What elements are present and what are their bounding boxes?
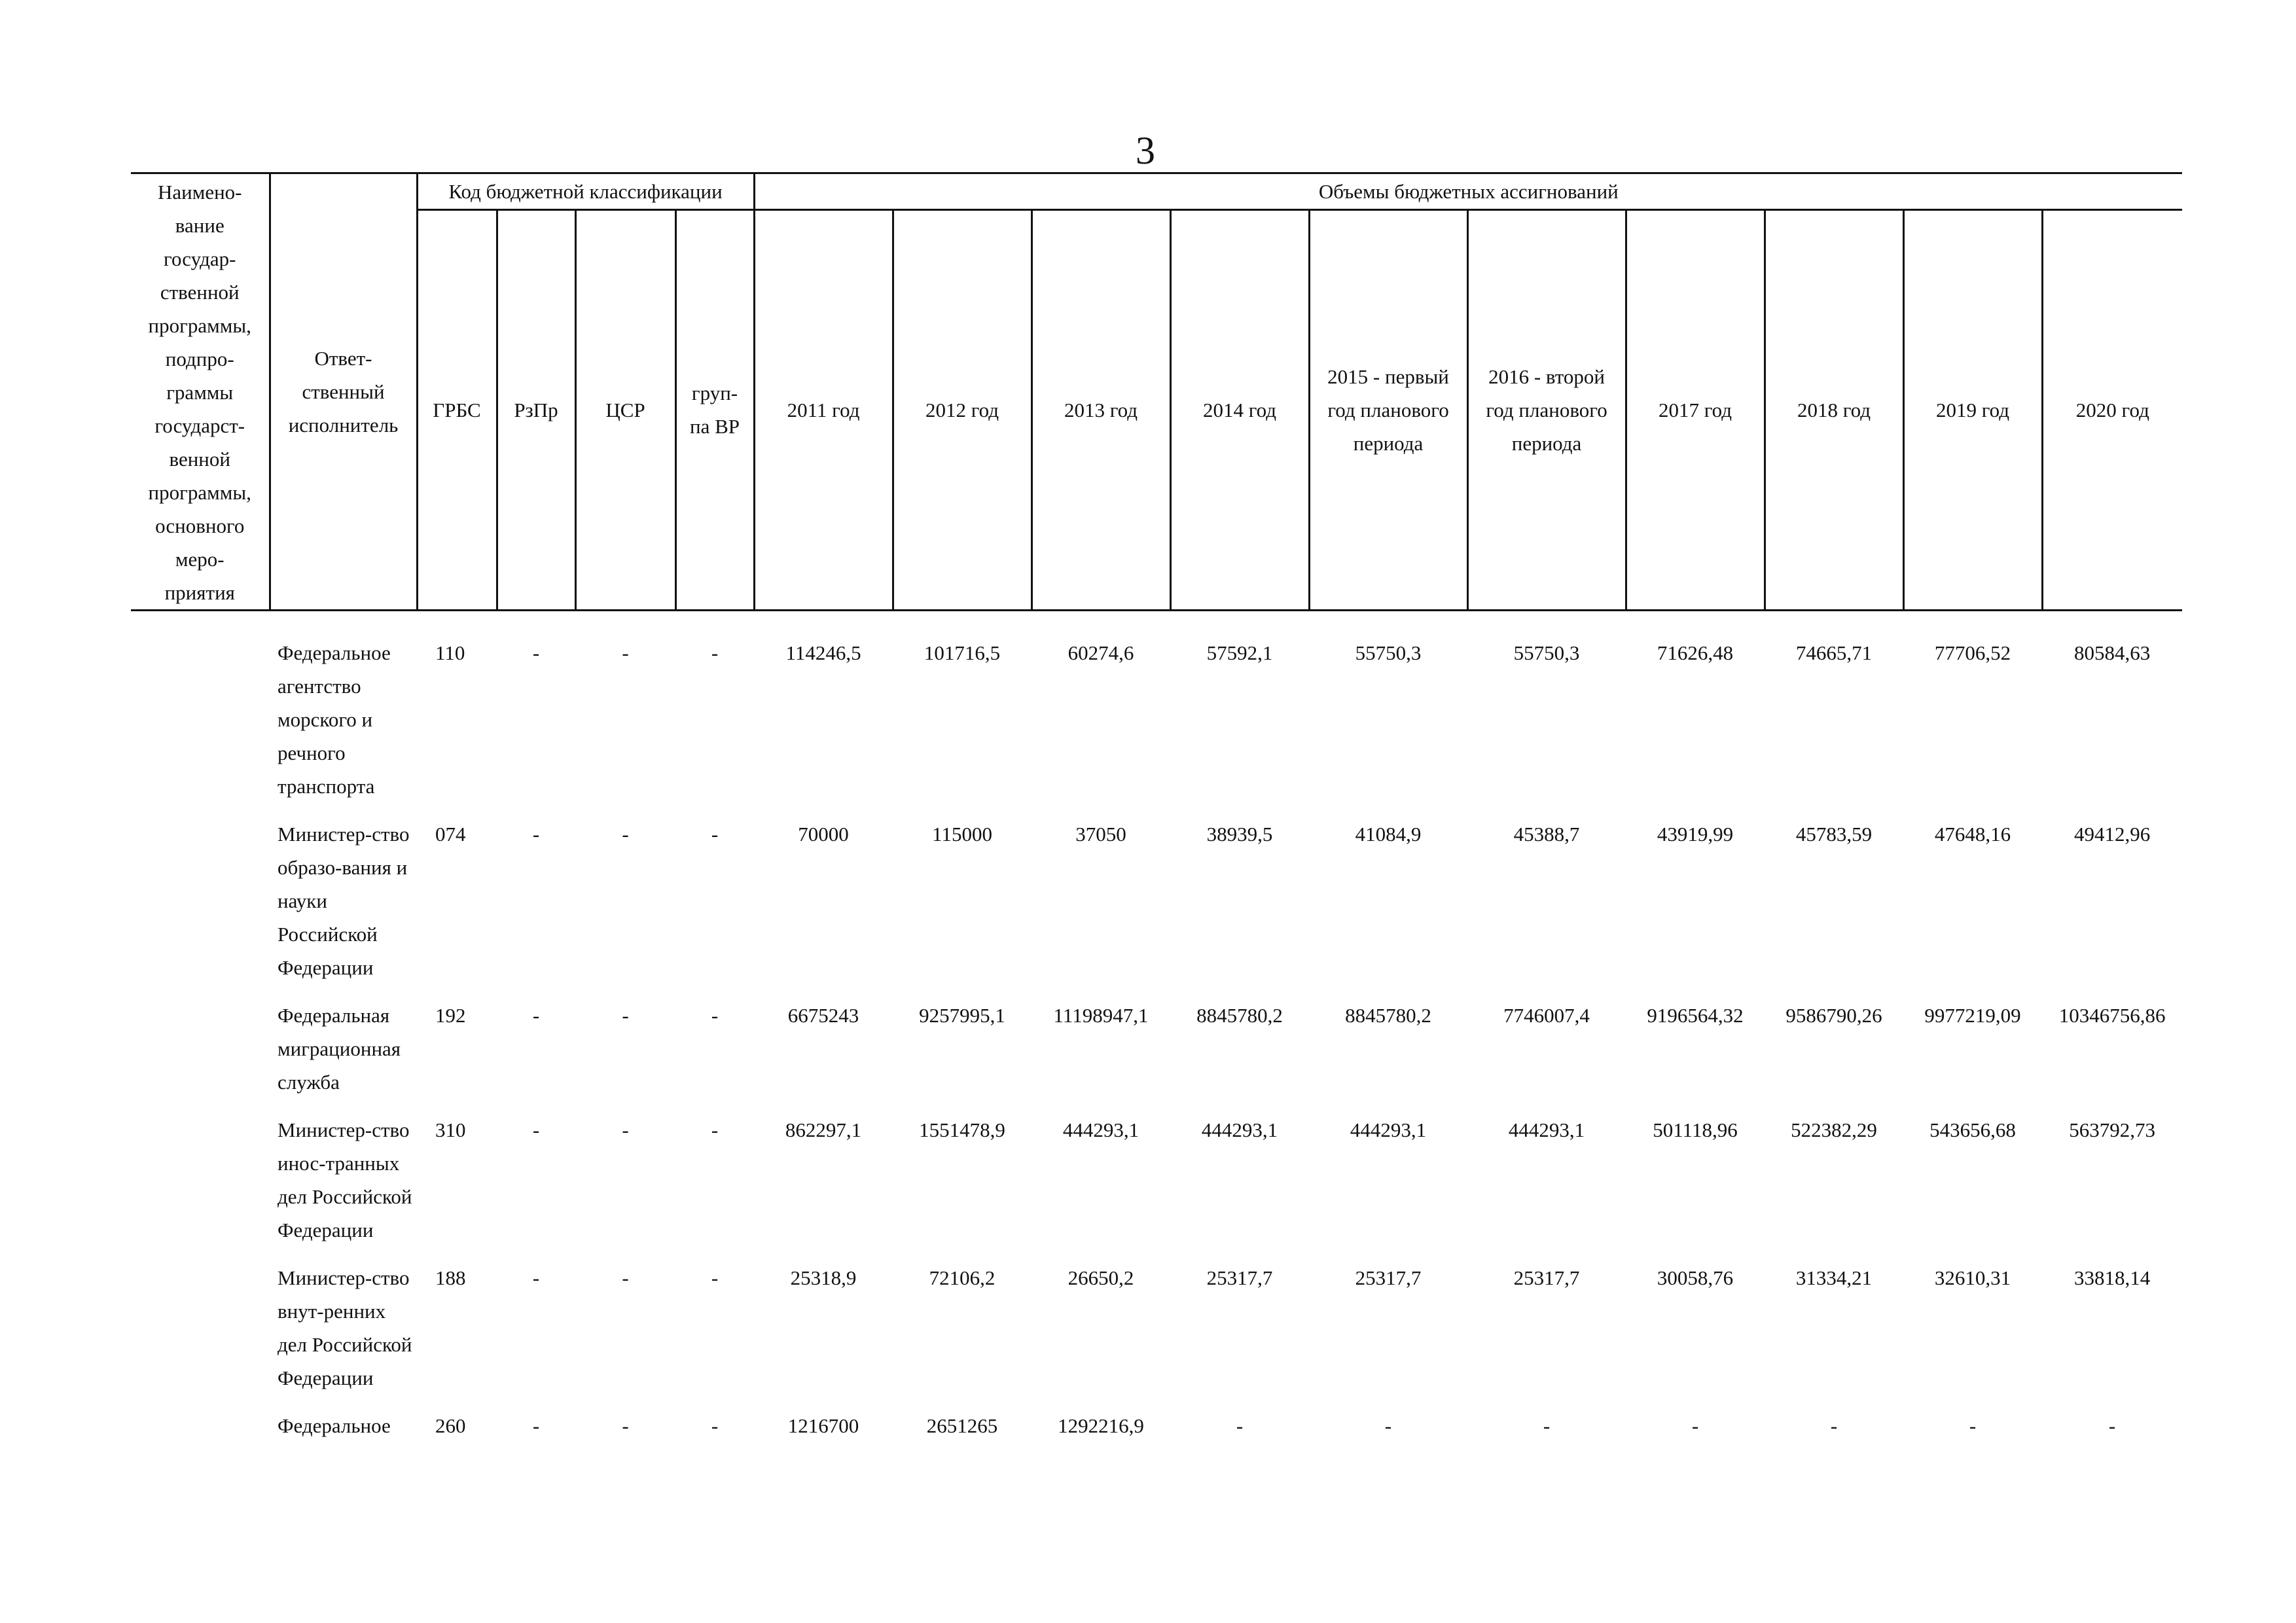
value-cell: 1216700 (787, 1414, 859, 1437)
grbs-cell: 260 (435, 1414, 466, 1437)
value-cell: 7746007,4 (1503, 1004, 1590, 1027)
grbs-cell: 074 (435, 823, 466, 846)
year-header-text: 2016 - второй год планового периода (1486, 365, 1607, 455)
year-header-text: 2012 год (925, 398, 999, 421)
value-cell: 444293,1 (1201, 1118, 1278, 1141)
program-name-cell (131, 1099, 270, 1247)
year-header-text: 2020 год (2075, 398, 2149, 421)
year-header (2042, 209, 2182, 610)
value-cell: - (1543, 1414, 1551, 1437)
value-cell: 501118,96 (1653, 1118, 1738, 1141)
year-header-text: 2013 год (1064, 398, 1138, 421)
value-cell: 11198947,1 (1053, 1004, 1149, 1027)
rzpr-header (497, 209, 575, 610)
year-header (1903, 209, 2042, 610)
vr-group-header-text: груп- па ВР (690, 382, 740, 438)
rzpr-cell: - (532, 1414, 540, 1437)
executor-cell: Министер-ство инос-транных дел Российской Федерации (278, 1118, 412, 1241)
value-cell: 444293,1 (1062, 1118, 1139, 1141)
rzpr-cell: - (532, 1266, 540, 1289)
value-cell: 101716,5 (924, 641, 1001, 664)
value-cell: 8845780,2 (1345, 1004, 1431, 1027)
year-header-text: 2019 год (1935, 398, 2010, 421)
header-row-columns (131, 209, 2182, 610)
year-header (754, 209, 893, 610)
executor-cell: Министер-ство внут-ренних дел Российской Федерации (278, 1266, 412, 1389)
value-cell: 41084,9 (1355, 823, 1422, 846)
csr-cell: - (622, 1118, 629, 1141)
value-cell: 43919,99 (1657, 823, 1734, 846)
table-row (131, 1247, 2182, 1395)
value-cell: - (1236, 1414, 1244, 1437)
year-header-text: 2018 год (1797, 398, 1871, 421)
grbs-cell: 310 (435, 1118, 466, 1141)
grbs-cell: 192 (435, 1004, 466, 1027)
year-header (893, 209, 1031, 610)
value-cell: 9977219,09 (1924, 1004, 2021, 1027)
executor-cell: Министер-ство образо-вания и науки Российской Федерации (278, 823, 410, 979)
value-cell: - (1969, 1414, 1977, 1437)
csr-cell: - (622, 1266, 629, 1289)
value-cell: 74665,71 (1795, 641, 1873, 664)
value-cell: 444293,1 (1350, 1118, 1427, 1141)
value-cell: - (1691, 1414, 1699, 1437)
value-cell: 37050 (1075, 823, 1126, 846)
year-header (1626, 209, 1765, 610)
executor-cell: Федеральная миграционная служба (278, 1004, 401, 1094)
program-name-header-text: Наимено- вание государ- ственной программы, подпро- граммы государст- венной программы, основного меро- приятия (148, 181, 251, 604)
value-cell: 45388,7 (1513, 823, 1580, 846)
header-row-groups (131, 173, 2182, 210)
value-cell: 10346756,86 (2058, 1004, 2166, 1027)
value-cell: 9257995,1 (919, 1004, 1005, 1027)
program-name-cell (131, 1395, 270, 1442)
rzpr-cell: - (532, 641, 540, 664)
year-header-text: 2015 - первый год планового периода (1327, 365, 1449, 455)
value-cell: 6675243 (787, 1004, 859, 1027)
value-cell: 49412,96 (2073, 823, 2151, 846)
table-row (131, 611, 2182, 804)
value-cell: 1551478,9 (919, 1118, 1005, 1141)
value-cell: 25318,9 (790, 1266, 857, 1289)
vr-group-header (675, 209, 754, 610)
csr-cell: - (622, 1004, 629, 1027)
executor-header-text: Ответ- ственный исполнитель (288, 347, 399, 437)
table-body (131, 611, 2182, 1443)
value-cell: 563792,73 (2069, 1118, 2155, 1141)
value-cell: 25317,7 (1355, 1266, 1422, 1289)
value-cell: 72106,2 (929, 1266, 996, 1289)
program-name-header (131, 173, 270, 611)
program-name-cell (131, 611, 270, 804)
value-cell: 114246,5 (785, 641, 861, 664)
value-cell: 543656,68 (1929, 1118, 2016, 1141)
value-cell: 32610,31 (1934, 1266, 2011, 1289)
executor-cell: Федеральное агентство морского и речного транспорта (278, 641, 391, 798)
vr-cell: - (711, 1004, 719, 1027)
program-name-cell (131, 1247, 270, 1395)
value-cell: 862297,1 (785, 1118, 862, 1141)
grbs-cell: 188 (435, 1266, 466, 1289)
value-cell: 55750,3 (1355, 641, 1422, 664)
value-cell: 30058,76 (1657, 1266, 1734, 1289)
executor-header (270, 173, 417, 611)
vr-cell: - (711, 823, 719, 846)
csr-cell: - (622, 641, 629, 664)
value-cell: 70000 (798, 823, 849, 846)
value-cell: 26650,2 (1067, 1266, 1134, 1289)
value-cell: 38939,5 (1206, 823, 1273, 846)
budget-allocations-table (131, 172, 2182, 1442)
value-cell: 71626,48 (1657, 641, 1734, 664)
value-cell: - (2108, 1414, 2116, 1437)
value-cell: 33818,14 (2073, 1266, 2151, 1289)
csr-cell: - (622, 823, 629, 846)
value-cell: 522382,29 (1791, 1118, 1877, 1141)
year-header-text: 2011 год (787, 398, 860, 421)
value-cell: - (1830, 1414, 1838, 1437)
page-number: 3 (1136, 129, 1155, 172)
value-cell: 8845780,2 (1196, 1004, 1283, 1027)
grbs-cell: 110 (435, 641, 465, 664)
year-header (1031, 209, 1170, 610)
table-row (131, 1099, 2182, 1247)
value-cell: 57592,1 (1206, 641, 1273, 664)
value-cell: 31334,21 (1795, 1266, 1873, 1289)
value-cell: 45783,59 (1795, 823, 1873, 846)
table-row (131, 803, 2182, 984)
rzpr-cell: - (532, 823, 540, 846)
value-cell: 55750,3 (1513, 641, 1580, 664)
csr-cell: - (622, 1414, 629, 1437)
value-cell: 47648,16 (1934, 823, 2011, 846)
value-cell: 25317,7 (1206, 1266, 1273, 1289)
value-cell: 25317,7 (1513, 1266, 1580, 1289)
rzpr-cell: - (532, 1118, 540, 1141)
grbs-header-text: ГРБС (433, 398, 481, 421)
value-cell: 77706,52 (1934, 641, 2011, 664)
value-cell: 80584,63 (2073, 641, 2151, 664)
table-row (131, 984, 2182, 1099)
executor-cell: Федеральное (278, 1414, 391, 1437)
year-header (1467, 209, 1626, 610)
value-cell: 9586790,26 (1785, 1004, 1882, 1027)
value-cell: - (1384, 1414, 1392, 1437)
rzpr-cell: - (532, 1004, 540, 1027)
program-name-cell (131, 803, 270, 984)
value-cell: 60274,6 (1067, 641, 1134, 664)
program-name-cell (131, 984, 270, 1099)
vr-cell: - (711, 641, 719, 664)
classification-group-header: Код бюджетной классификации (417, 173, 754, 210)
value-cell: 1292216,9 (1058, 1414, 1144, 1437)
vr-cell: - (711, 1118, 719, 1141)
csr-header (575, 209, 675, 610)
volumes-group-header: Объемы бюджетных ассигнований (754, 173, 2182, 210)
grbs-header (417, 209, 497, 610)
value-cell: 115000 (932, 823, 992, 846)
year-header (1170, 209, 1309, 610)
year-header-text: 2014 год (1202, 398, 1277, 421)
value-cell: 2651265 (926, 1414, 998, 1437)
rzpr-header-text: РзПр (514, 398, 558, 421)
year-header (1765, 209, 1903, 610)
vr-cell: - (711, 1414, 719, 1437)
year-header-text: 2017 год (1658, 398, 1732, 421)
csr-header-text: ЦСР (605, 398, 645, 421)
value-cell: 9196564,32 (1647, 1004, 1744, 1027)
value-cell: 444293,1 (1508, 1118, 1585, 1141)
vr-cell: - (711, 1266, 719, 1289)
table-row (131, 1395, 2182, 1442)
year-header (1309, 209, 1467, 610)
